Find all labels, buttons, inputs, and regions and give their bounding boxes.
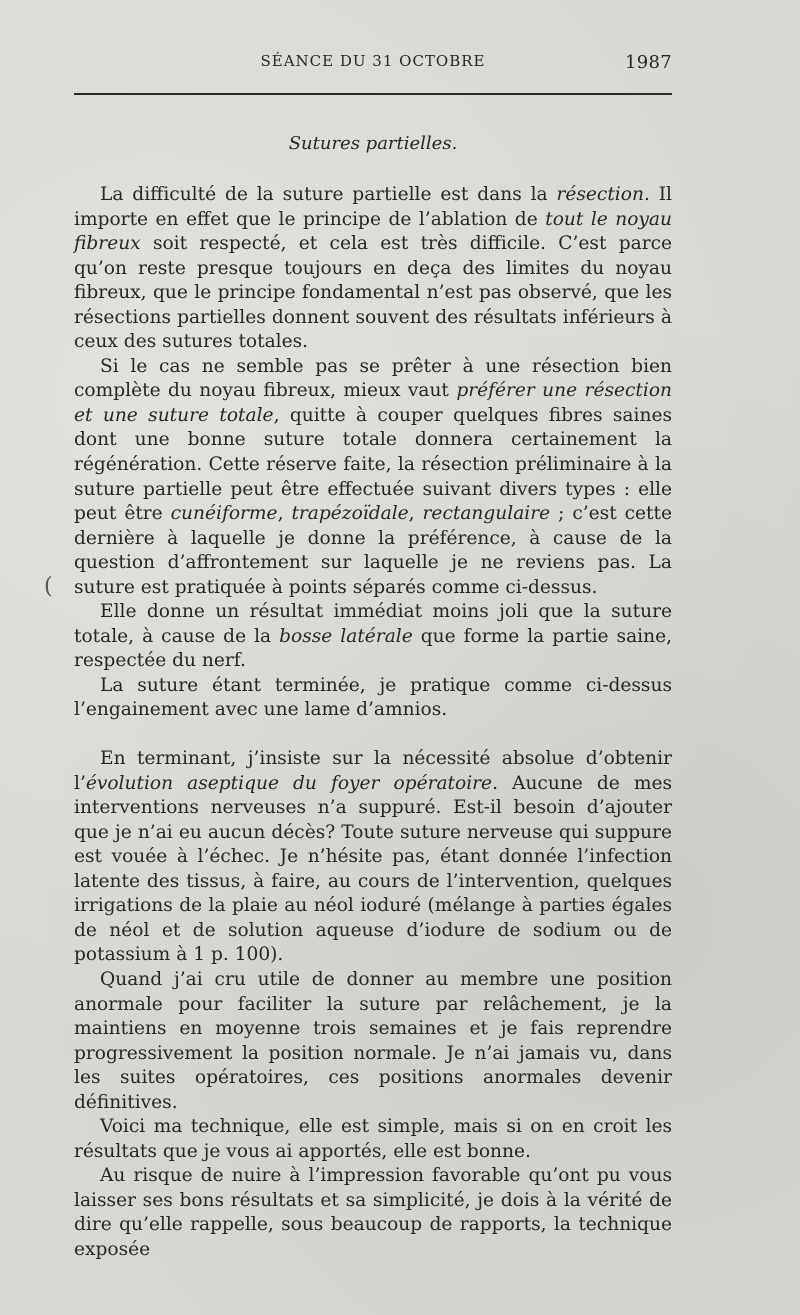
- body-text: [74, 183, 672, 1263]
- paragraph: En terminant, j’insiste sur la nécessité absolue d’obtenir l’évolution aseptique du foyer opératoire. Aucune de mes interventions nerveuses n’a suppuré. Est-il besoin d’ajouter que je n’ai eu aucun décès? Toute suture nerveuse qui suppure est vouée à l’échec. Je n’hésite pas, étant donnée l’infection latente des tissus, à faire, au cours de l’intervention, quelques irrigations de la plaie au néol ioduré (mélange à parties égales de néol et de solution aqueuse d’iodure de sodium ou de potassium à 1 p. 100).: [74, 748, 672, 966]
- paragraph: Au risque de nuire à l’impression favorable qu’ont pu vous laisser ses bons résultats et sa simplicité, je dois à la vérité de dire qu’elle rappelle, sous beaucoup de rapports, la technique exposée: [74, 1165, 672, 1260]
- paragraph: La suture étant terminée, je pratique comme ci-dessus l’engainement avec une lame d’amnios.: [74, 674, 672, 721]
- running-header: [74, 52, 672, 78]
- paragraph: Quand j’ai cru utile de donner au membre une position anormale pour faciliter la suture par relâchement, je la maintiens en moyenne trois semaines et je fais reprendre progressivement la position normale. Je n’ai jamais vu, dans les suites opératoires, ces positions anormales devenir définitives.: [74, 968, 672, 1113]
- paragraph: La difficulté de la suture partielle est dans la résection. Il importe en effet que le principe de l’ablation de tout le noyau fibreux soit respecté, et cela est très difficile. C’est parce qu’on reste presque toujours en deça des limites du noyau fibreux, que le principe fondamental n’est pas observé, que les résections partielles donnent souvent des résultats inférieurs à ceux des sutures totales.: [74, 184, 672, 353]
- paragraph: Elle donne un résultat immédiat moins joli que la suture totale, à cause de la bosse latérale que forme la partie saine, respectée du nerf.: [74, 601, 673, 672]
- section-title: Sutures partielles.: [288, 133, 458, 154]
- page-number: 1987: [624, 52, 672, 73]
- margin-mark: (: [44, 574, 53, 599]
- paragraph: Si le cas ne semble pas se prêter à une résection bien complète du noyau fibreux, mieux vaut préférer une résection et une suture totale, quitte à couper quelques fibres saines dont une bonne suture totale donnera certainement la régénération. Cette réserve faite, la résection préliminaire à la suture partielle peut être effectuée suivant divers types : elle peut être cunéiforme, trapézoïdale, rectangulaire ; c’est cette dernière à laquelle je donne la préférence, à cause de la question d’affrontement sur laquelle je ne reviens pas. La suture est pratiquée à points séparés comme ci-dessus.: [74, 355, 672, 598]
- paragraph: Voici ma technique, elle est simple, mais si on en croit les résultats que je vous ai apportés, elle est bonne.: [74, 1116, 672, 1162]
- running-title: SÉANCE DU 31 OCTOBRE: [260, 52, 486, 70]
- header-rule: [74, 93, 672, 95]
